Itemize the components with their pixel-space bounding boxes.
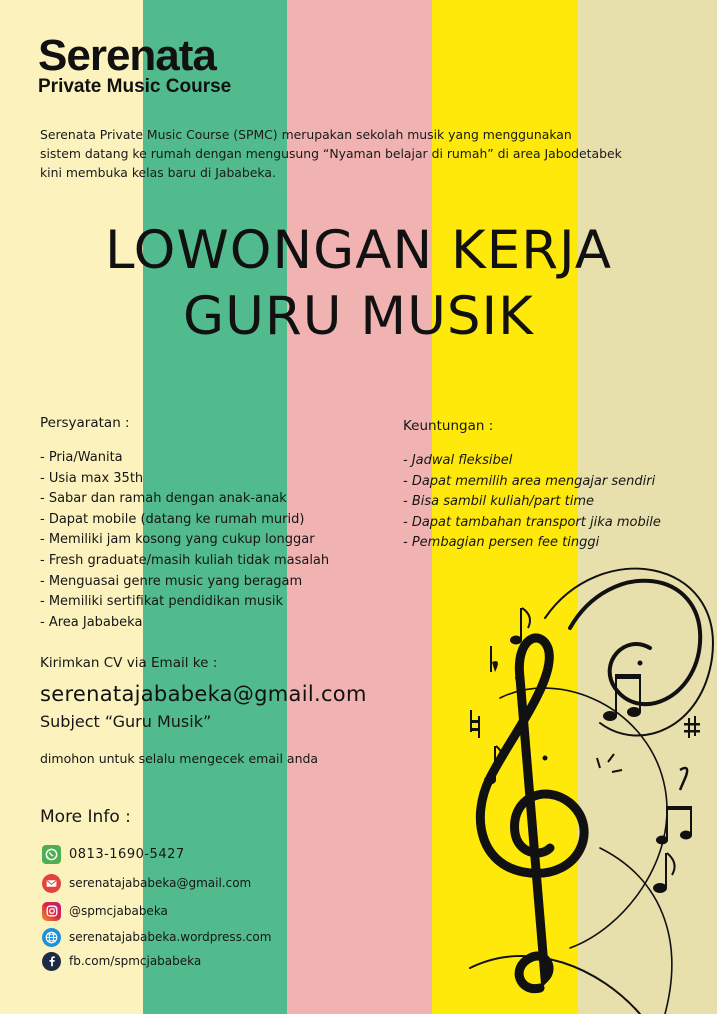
contact-text: serenatajababeka@gmail.com (69, 876, 252, 890)
contact-whatsapp[interactable] (42, 844, 185, 864)
brand-subtitle: Private Music Course (38, 76, 232, 97)
headline-line-1: LOWONGAN KERJA (105, 220, 612, 281)
contact-text: 0813-1690-5427 (69, 846, 185, 862)
list-item: - Dapat tambahan transport jika mobile (403, 514, 661, 530)
email-subject: Subject “Guru Musik” (40, 712, 212, 731)
list-item: - Pria/Wanita (40, 450, 123, 465)
list-item: - Jadwal fleksibel (403, 453, 513, 468)
benefits-list (403, 451, 703, 554)
swirl-decoration (570, 581, 700, 704)
list-item: - Area Jababeka (40, 614, 143, 630)
application-email[interactable]: serenatajababeka@gmail.com (40, 682, 367, 706)
list-item: - Dapat mobile (datang ke rumah murid) (40, 511, 305, 527)
beamed-notes-icon (656, 806, 692, 845)
intro-line: kini membuka kelas baru di Jababeka. (40, 165, 276, 180)
contact-facebook[interactable] (42, 951, 201, 971)
send-cv-label: Kirimkan CV via Email ke : (40, 655, 218, 671)
instagram-icon (42, 902, 61, 921)
swirl-decoration (600, 848, 672, 1014)
sharp-sign-icon (684, 716, 700, 738)
requirements-title: Persyaratan : (40, 415, 130, 431)
benefits-title: Keuntungan : (403, 418, 494, 434)
flat-sign-icon (490, 646, 498, 672)
natural-sign-icon (470, 710, 480, 738)
benefits-section (403, 417, 703, 554)
brand-logo (38, 31, 232, 98)
email-icon (42, 874, 61, 893)
contact-email[interactable] (42, 873, 251, 893)
brand-name: Serenata (38, 31, 216, 80)
treble-clef-music-illustration (450, 548, 717, 1014)
application-section (40, 654, 367, 769)
list-item: - Menguasai genre music yang beragam (40, 573, 303, 589)
headline-line-2: GURU MUSIK (183, 286, 534, 347)
email-note: dimohon untuk selalu mengecek email anda (40, 751, 319, 766)
swirl-decoration (470, 956, 640, 1014)
contact-instagram[interactable] (42, 901, 168, 921)
headline (0, 218, 717, 350)
facebook-icon (42, 952, 61, 971)
intro-line: Serenata Private Music Course (SPMC) merupakan sekolah musik yang menggunakan (40, 127, 572, 142)
globe-icon (42, 928, 61, 947)
contact-text: fb.com/spmcjababeka (69, 954, 202, 968)
list-item: - Memiliki jam kosong yang cukup longgar (40, 532, 315, 548)
intro-line: sistem datang ke rumah dengan mengusung “Nyaman belajar di rumah” di area Jabodetabek (40, 146, 622, 161)
requirements-section (40, 414, 400, 633)
requirements-list (40, 448, 400, 633)
rest-icon (680, 768, 687, 790)
eighth-note-icon (653, 853, 675, 893)
list-item: - Bisa sambil kuliah/part time (403, 494, 594, 510)
list-item: - Dapat memilih area mengajar sendiri (403, 473, 656, 489)
list-item: - Memiliki sertifikat pendidikan musik (40, 594, 283, 610)
list-item: - Usia max 35th (40, 470, 144, 486)
contact-text: serenatajababeka.wordpress.com (69, 930, 272, 944)
list-item: - Pembagian persen fee tinggi (403, 535, 600, 551)
more-info-title: More Info : (40, 807, 131, 827)
list-item: - Fresh graduate/masih kuliah tidak masalah (40, 552, 330, 568)
list-item: - Sabar dan ramah dengan anak-anak (40, 491, 287, 507)
intro-paragraph (40, 125, 680, 182)
whatsapp-icon (42, 845, 61, 864)
contact-website[interactable] (42, 927, 271, 947)
sparkle-icon (597, 754, 622, 772)
contact-text: @spmcjababeka (69, 904, 168, 918)
